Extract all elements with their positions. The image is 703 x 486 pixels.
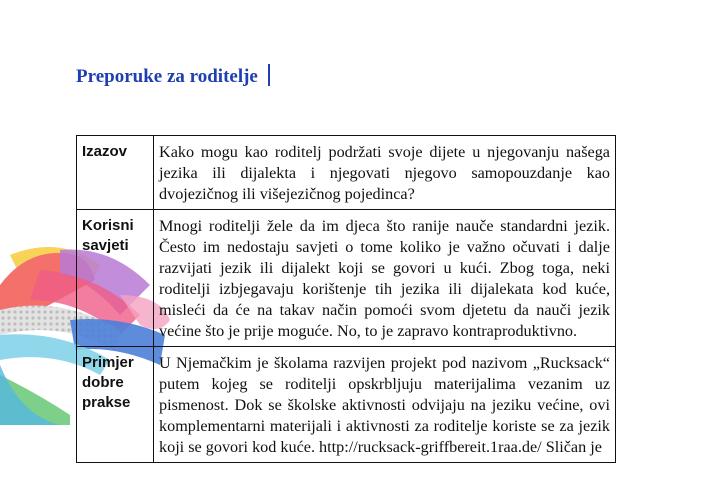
table-row [77, 347, 616, 463]
heading-bar [268, 64, 270, 86]
table-row [77, 210, 616, 347]
heading-text: Preporuke za roditelje [76, 66, 258, 87]
row-label: Korisni savjeti [77, 210, 154, 347]
row-label: Izazov [77, 136, 154, 210]
recommendations-table [76, 135, 616, 463]
row-label: Primjer dobre prakse [77, 347, 154, 463]
row-text: Kako mogu kao roditelj podržati svoje dijete u njegovanju našega jezika ili dijalekta i njegovati njegovo samopouzdanje kao dvojezičnog ili višejezičnog pojedinca? [154, 136, 616, 210]
row-text: Mnogi roditelji žele da im djeca što ranije nauče standardni jezik. Često im nedostaju savjeti o tome koliko je važno očuvati i dalje razvijati jezik ili dijalekt koji se govori u kući. Zbog toga, neki roditelji izbjegavaju korištenje tih jezika ili dijalekata kod kuće, misleći da će na takav način pomoći svom djetetu da nauči jezik većine što je prije moguće. No, to je zapravo kontraproduktivno. [154, 210, 616, 347]
page-heading [76, 64, 270, 88]
table-row [77, 136, 616, 210]
row-text: U Njemačkim je školama razvijen projekt pod nazivom „Rucksack“ putem kojeg se roditelji opskrbljuju materijalima vezanim uz pismenost. Dok se školske aktivnosti odvijaju na jeziku većine, ovi komplementarni materijali i aktivnosti za roditelje koriste se za jezik koji se govori kod kuće. http://rucksack-griffbereit.1raa.de/ Sličan je [154, 347, 616, 463]
